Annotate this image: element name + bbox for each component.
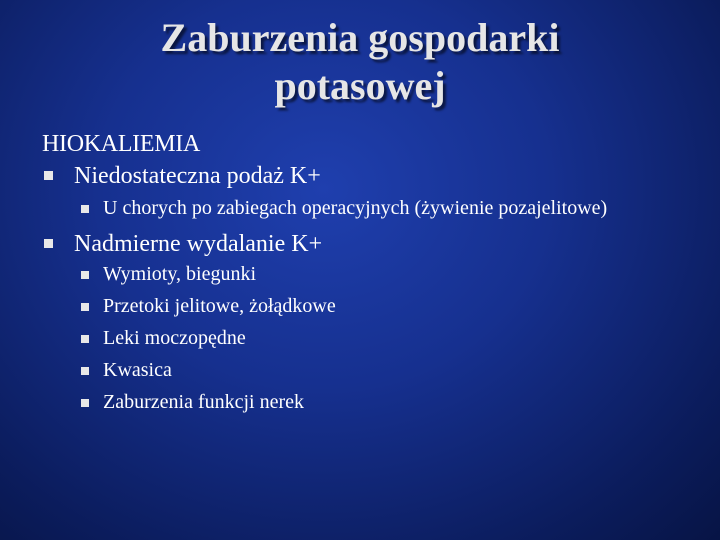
slide-title <box>60 14 660 110</box>
square-bullet-icon <box>44 171 53 180</box>
list-item <box>42 161 682 191</box>
sub-list-item <box>42 295 682 318</box>
square-bullet-icon <box>81 399 89 407</box>
sub-list-item-label: Zaburzenia funkcji nerek <box>103 391 305 413</box>
slide-content <box>42 127 682 414</box>
list-item-label: Nadmierne wydalanie K+ <box>74 231 323 257</box>
sub-list-item-label: Wymioty, biegunki <box>103 263 257 285</box>
square-bullet-icon <box>81 303 89 311</box>
sub-list-item-label: Leki moczopędne <box>103 327 246 349</box>
sub-list-item <box>42 359 682 382</box>
square-bullet-icon <box>81 335 89 343</box>
section-heading: HIOKALIEMIA <box>42 131 200 157</box>
square-bullet-icon <box>81 205 89 213</box>
square-bullet-icon <box>81 271 89 279</box>
sub-list-item-label: U chorych po zabiegach operacyjnych (żywienie pozajelitowe) <box>103 197 608 219</box>
square-bullet-icon <box>81 367 89 375</box>
sub-list-item <box>42 327 682 350</box>
square-bullet-icon <box>44 239 53 248</box>
sub-list-item <box>42 197 663 220</box>
sub-list-item-label: Przetoki jelitowe, żołądkowe <box>103 295 336 317</box>
slide-title-line-1: Zaburzenia gospodarki <box>160 15 560 60</box>
sub-list-item <box>42 263 682 286</box>
sub-list-item <box>42 391 682 414</box>
slide-title-line-2: potasowej <box>274 63 446 108</box>
list-item <box>42 229 682 259</box>
list-item-label: Niedostateczna podaż K+ <box>74 163 321 189</box>
sub-list-item-label: Kwasica <box>103 359 172 381</box>
